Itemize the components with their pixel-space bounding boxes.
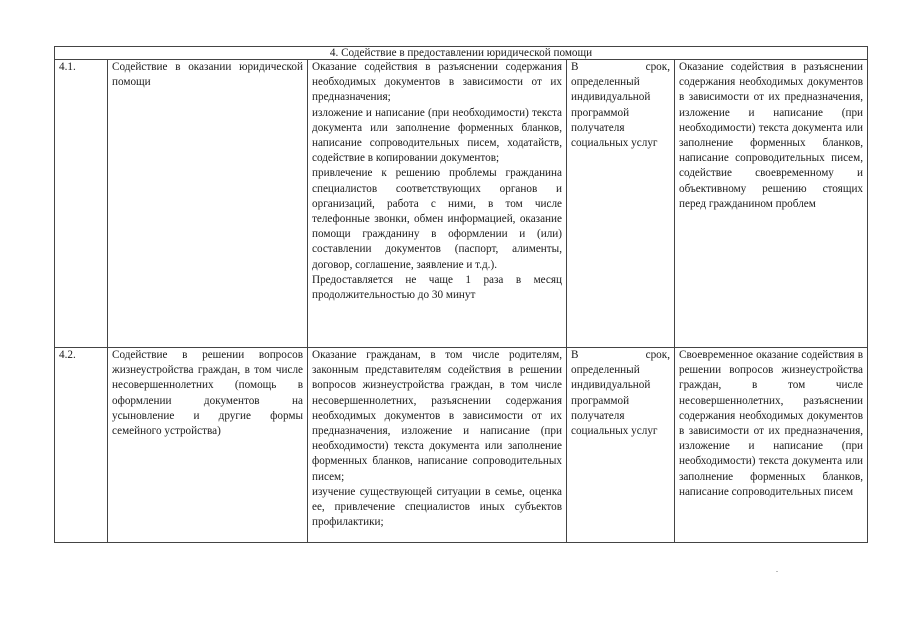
service-content <box>308 348 567 543</box>
service-content <box>308 60 567 348</box>
document-sheet <box>54 46 867 543</box>
row-number: 4.1. <box>55 60 108 348</box>
content-paragraph: изучение существующей ситуации в семье, оценка ее, привлечение специалистов иных субъектов профилактики; <box>312 485 562 529</box>
service-term: В срок, определенный индивидуальной программой получателя социальных услуг <box>567 348 675 543</box>
service-term: В срок, определенный индивидуальной программой получателя социальных услуг <box>567 60 675 348</box>
scan-speck <box>776 571 778 572</box>
services-table <box>54 46 868 543</box>
content-paragraph: Оказание гражданам, в том числе родителям, законным представителям содействия в решении вопросов жизнеустройства граждан, в том числе несовершеннолетних, разъяснении содержания необходимых документов в зависимости от их предназначения, изложение и написание (при необходимости) текста документа или заполнение форменных бланков, написание сопроводительных писем; <box>312 349 562 483</box>
table-row <box>55 60 868 348</box>
service-result: Своевременное оказание содействия в решении вопросов жизнеустройства граждан, в том числе несовершеннолетних, разъяснении содержания необходимых документов в зависимости от их предназначения, изложение и написание (при необходимости) текста документа или заполнение форменных бланков, написание сопроводительных писем <box>675 348 868 543</box>
service-name: Содействие в решении вопросов жизнеустройства граждан, в том числе несовершеннолетних (помощь в оформлении документов на усыновление и другие формы семейного устройства) <box>108 348 308 543</box>
content-paragraph: Предоставляется не чаще 1 раза в месяц продолжительностью до 30 минут <box>312 273 562 302</box>
content-paragraph: привлечение к решению проблемы гражданина специалистов соответствующих органов и организаций, работа с ними, в том числе телефонные звонки, обмен информацией, оказание помощи гражданину в оформлении и (или) составлении документов (паспорт, алименты, договор, соглашение, заявление и т.д.). <box>312 167 562 271</box>
content-paragraph: изложение и написание (при необходимости) текста документа или заполнение форменных бланков, написание сопроводительных писем, ходатайств, содействие в копировании документов; <box>312 106 562 165</box>
table-row <box>55 348 868 543</box>
section-header-row <box>55 47 868 60</box>
section-title: 4. Содействие в предоставлении юридической помощи <box>55 47 868 60</box>
service-result: Оказание содействия в разъяснении содержания необходимых документов в зависимости от их предназначения, изложение и написание (при необходимости) текста документа или заполнение форменных бланков, написание сопроводительных писем, содействие своевременному и объективному решению стоящих перед гражданином проблем <box>675 60 868 348</box>
service-name: Содействие в оказании юридической помощи <box>108 60 308 348</box>
row-number: 4.2. <box>55 348 108 543</box>
content-paragraph: Оказание содействия в разъяснении содержания необходимых документов в зависимости от их предназначения; <box>312 61 562 104</box>
